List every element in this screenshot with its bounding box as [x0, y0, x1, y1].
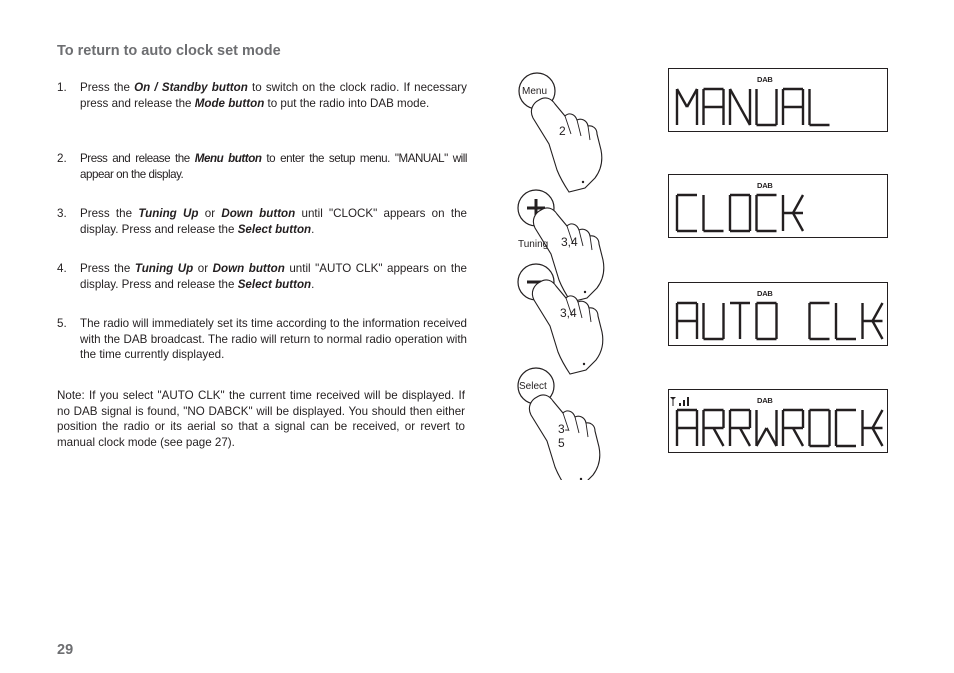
- step-text-run: or: [198, 207, 222, 220]
- lcd-character: [704, 410, 724, 446]
- step-number: 5.: [57, 317, 67, 330]
- step-text-run: to enter the setup menu. "MANUAL" will appear on the display.: [80, 152, 468, 181]
- lcd-segment: [767, 428, 777, 446]
- step-text-run: .: [311, 277, 315, 291]
- lcd-segment: [757, 428, 767, 446]
- segment-text: [669, 175, 889, 239]
- lcd-character: [863, 410, 883, 446]
- lcd-character: [677, 195, 697, 231]
- step-text-run: .: [311, 222, 315, 236]
- section-heading: To return to auto clock set mode: [57, 43, 281, 59]
- step-text-run: Press the: [80, 81, 135, 94]
- lcd-segment: [873, 410, 883, 428]
- note-text: Note: If you select "AUTO CLK" the current time received will be displayed. If no DAB signal is found, "NO DABCK" will be displayed. You should then either position the radio or its aerial so that a signal can be received, or revert to manual clock mode (see page 27).: [57, 389, 465, 449]
- step-4: [57, 261, 467, 292]
- lcd-segment: [687, 89, 697, 107]
- lcd-character: [810, 410, 830, 446]
- lcd-character: [757, 303, 777, 339]
- lcd-display-1: [668, 68, 888, 132]
- menu-step-label: 2: [559, 124, 566, 138]
- step-emphasis: Mode button: [194, 96, 265, 110]
- lcd-character: [863, 303, 883, 339]
- lcd-segment: [873, 303, 883, 321]
- step-number: 3.: [57, 207, 67, 220]
- step-text-run: until "CLOCK" appears on the display. Press and release the: [80, 207, 467, 236]
- tuning-up-step-label: 3,4: [561, 235, 578, 249]
- step-3: [57, 206, 467, 237]
- lcd-character: [783, 410, 803, 446]
- dab-indicator: DAB: [757, 75, 773, 84]
- step-text: [80, 80, 467, 111]
- step-5: [57, 316, 467, 363]
- step-1: [57, 80, 467, 111]
- lcd-character: [704, 195, 724, 231]
- lcd-character: [757, 410, 777, 446]
- lcd-character: [783, 89, 803, 125]
- select-step-label: 3-5: [558, 422, 569, 450]
- lcd-character: [810, 89, 830, 125]
- lcd-segment: [714, 428, 724, 446]
- step-number: 1.: [57, 81, 67, 94]
- lcd-segment: [740, 107, 750, 125]
- step-emphasis: Down button: [212, 262, 285, 275]
- step-2: [57, 151, 467, 182]
- step-emphasis: Down button: [221, 207, 296, 220]
- lcd-display-4: [668, 389, 888, 453]
- step-emphasis: Tuning Up: [134, 262, 194, 275]
- step-text-run: Press the: [80, 207, 139, 220]
- segment-text: [669, 390, 889, 454]
- lcd-segment: [793, 195, 803, 213]
- segment-text: [669, 69, 889, 133]
- lcd-segment: [873, 428, 883, 446]
- step-text-run: Press the: [80, 262, 135, 275]
- lcd-segment: [677, 89, 687, 107]
- tuning-down-step-label: 3,4: [560, 306, 577, 320]
- lcd-character: [677, 89, 697, 125]
- lcd-character: [810, 303, 830, 339]
- lcd-character: [730, 410, 750, 446]
- lcd-character: [704, 89, 724, 125]
- step-text-run: until "AUTO CLK" appears on the display. Press and release the: [80, 262, 467, 291]
- step-number: 4.: [57, 262, 67, 275]
- lcd-segment: [793, 213, 803, 231]
- step-emphasis: Select button: [237, 222, 312, 236]
- step-emphasis: Tuning Up: [138, 207, 199, 220]
- step-text: [80, 206, 467, 237]
- step-text-run: or: [193, 262, 213, 275]
- step-emphasis: On / Standby button: [134, 81, 248, 94]
- hand-illustrations: [505, 60, 625, 480]
- step-text: [80, 261, 467, 292]
- step-emphasis: Select button: [237, 277, 312, 291]
- tuning-label: Tuning: [518, 239, 549, 250]
- step-text: [80, 151, 467, 182]
- lcd-segment: [793, 428, 803, 446]
- dab-indicator: DAB: [757, 396, 773, 405]
- lcd-character: [836, 410, 856, 446]
- step-number: 2.: [57, 152, 67, 165]
- step-emphasis: Menu button: [194, 152, 262, 165]
- dab-indicator: DAB: [757, 289, 773, 298]
- segment-text: [669, 283, 889, 347]
- lcd-character: [836, 303, 856, 339]
- dab-indicator: DAB: [757, 181, 773, 190]
- step-text-run: to switch on the clock radio. If necessary press and release the: [80, 81, 467, 110]
- step-text: The radio will immediately set its time according to the information received with the DAB broadcast. The radio will return to normal radio operation with the time currently displayed.: [80, 317, 467, 361]
- lcd-character: [730, 303, 750, 339]
- lcd-segment: [740, 428, 750, 446]
- select-button-label: Select: [519, 381, 547, 392]
- lcd-character: [730, 89, 750, 125]
- step-text-run: Press and release the: [80, 152, 195, 165]
- lcd-character: [677, 410, 697, 446]
- lcd-character: [730, 195, 750, 231]
- menu-button-label: Menu: [522, 86, 548, 97]
- lcd-display-3: [668, 282, 888, 346]
- lcd-segment: [873, 321, 883, 339]
- lcd-display-2: [668, 174, 888, 238]
- lcd-character: [704, 303, 724, 339]
- lcd-segment: [730, 89, 740, 107]
- step-text-run: to put the radio into DAB mode.: [264, 96, 430, 110]
- lcd-character: [757, 89, 777, 125]
- lcd-character: [783, 195, 803, 231]
- page-number: 29: [57, 642, 74, 658]
- lcd-character: [757, 195, 777, 231]
- lcd-character: [677, 303, 697, 339]
